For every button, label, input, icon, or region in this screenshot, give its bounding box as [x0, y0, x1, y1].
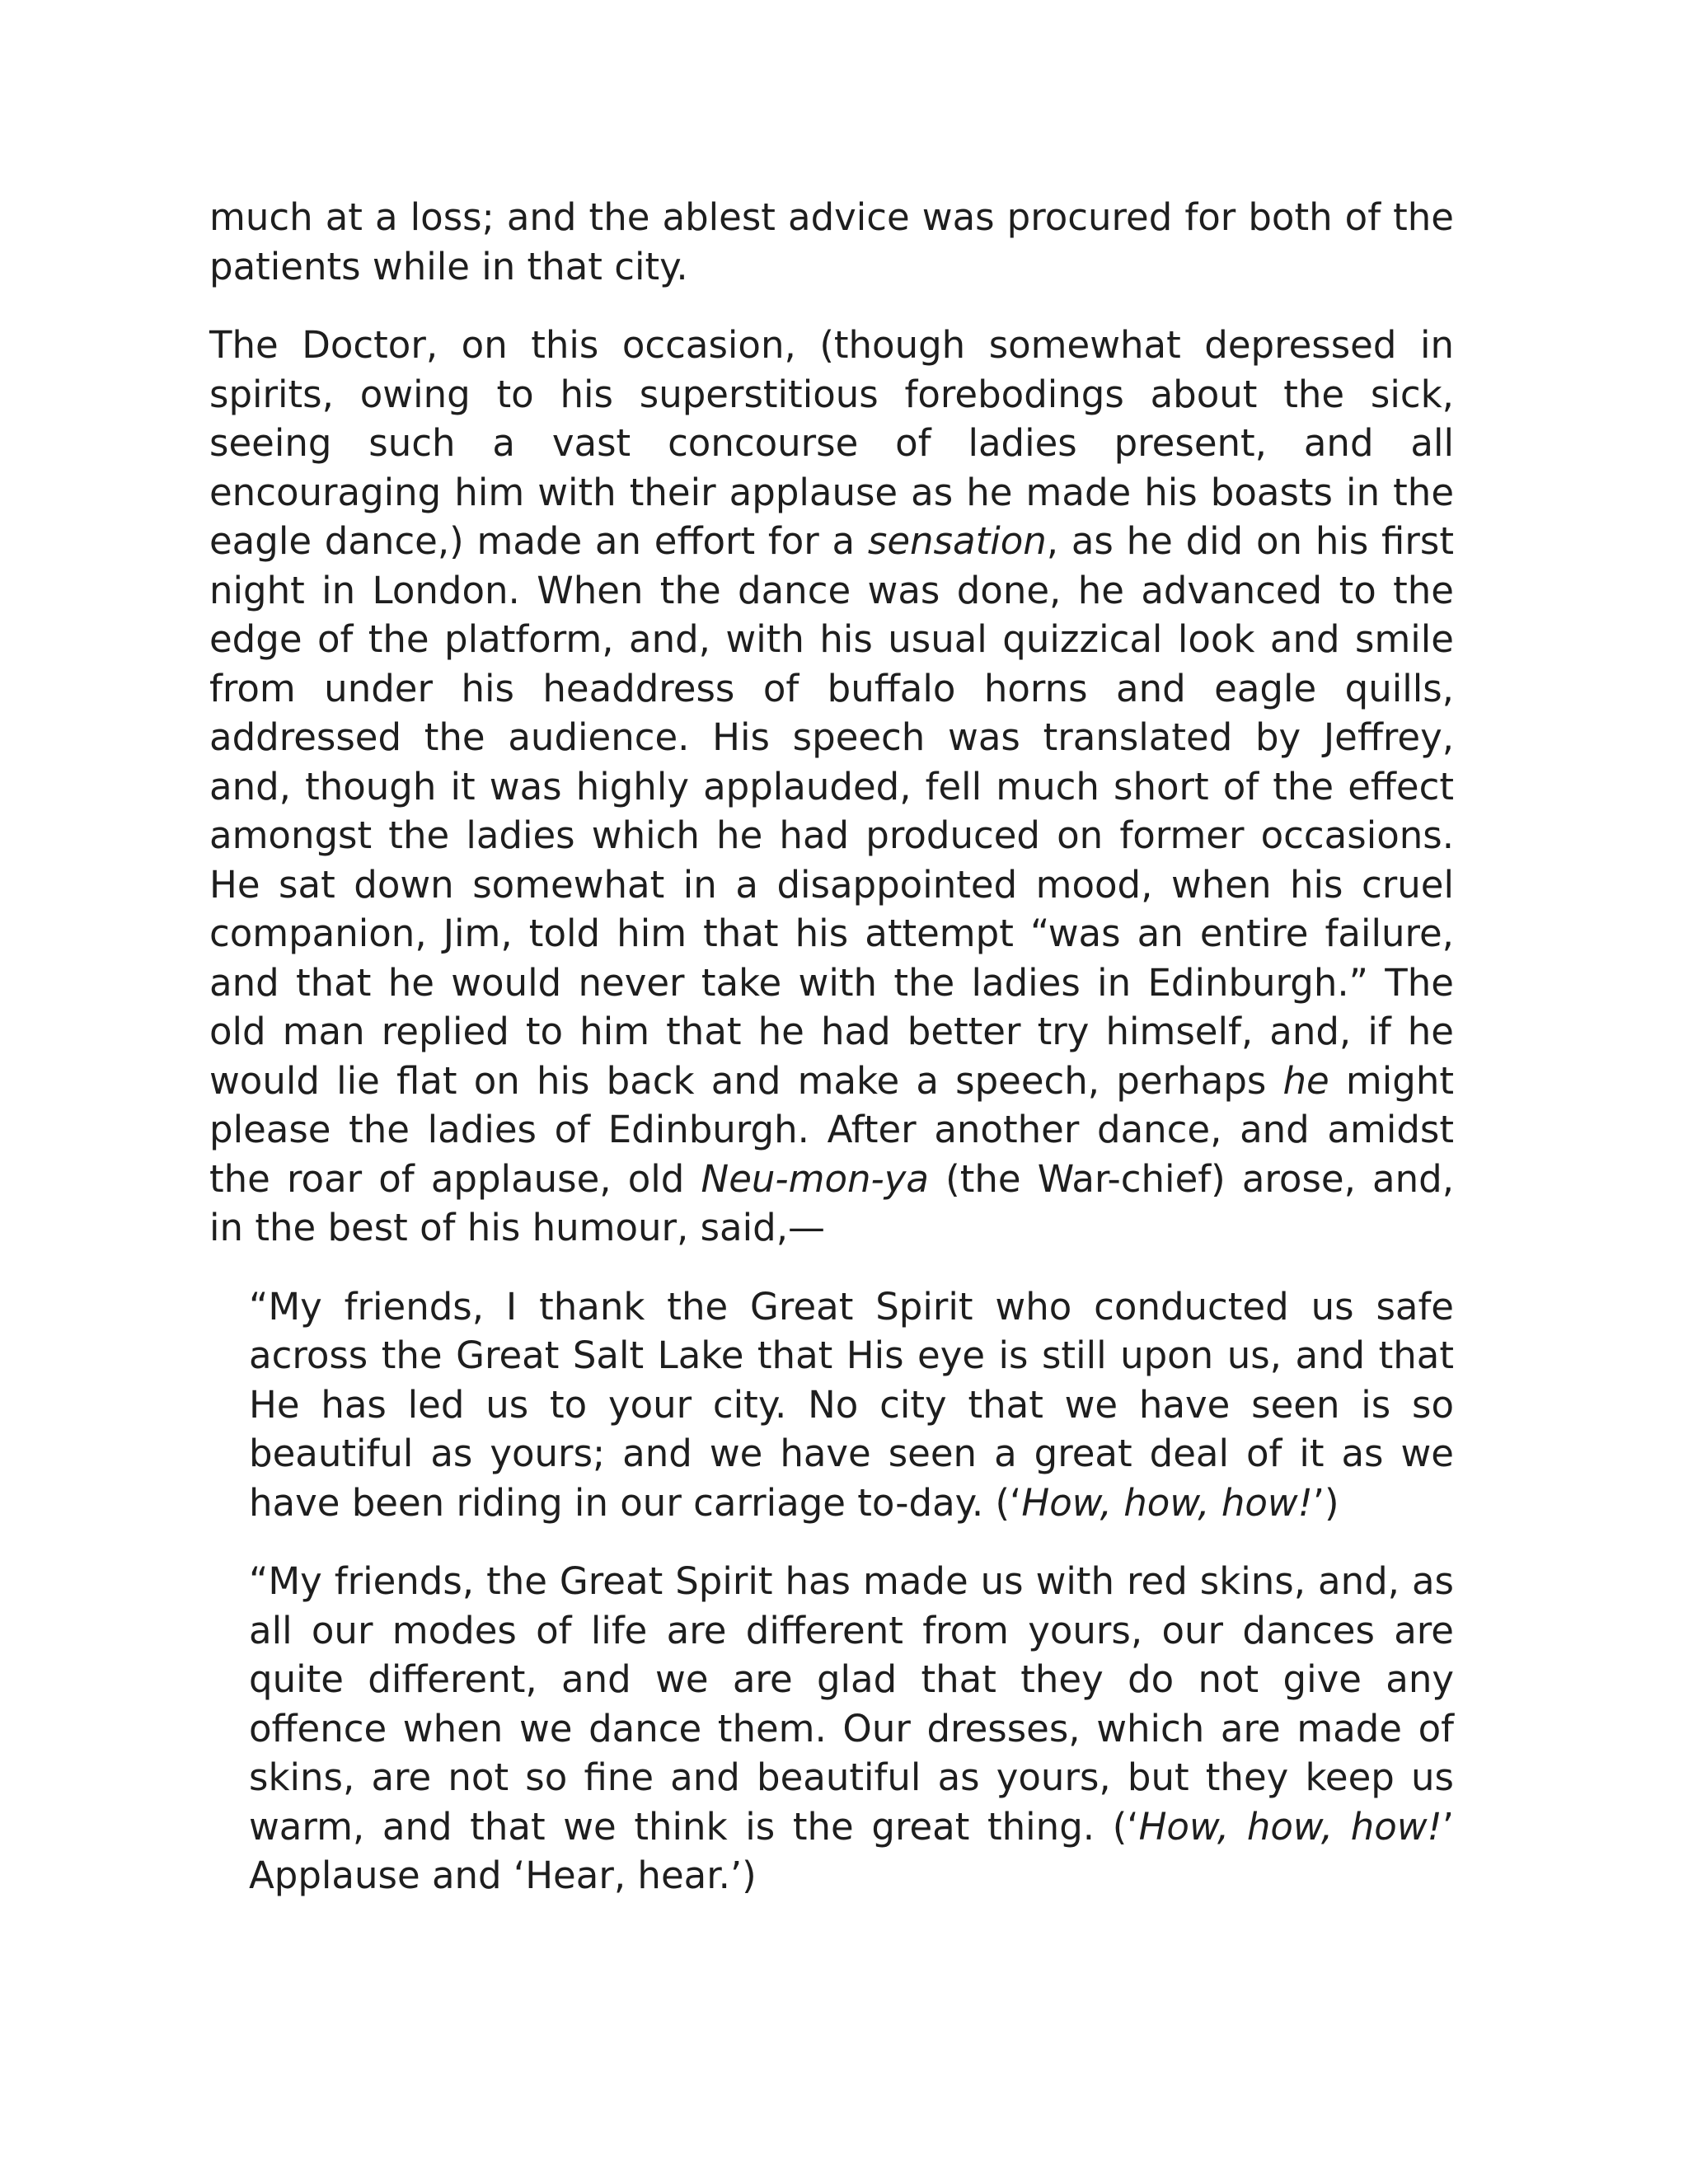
italic-text-run: How, how, how! [1138, 1804, 1442, 1849]
text-run: much at a loss; and the ablest advice was procured for both of the patients while in that city. [209, 195, 1454, 288]
text-run: “My friends, the Great Spirit has made us with red skins, and, as all our modes of life are different from yours, our dances are quite different, and we are glad that they do not give any offence when we dance them. Our dresses, which are made of skins, are not so fine and beautiful as yours, but they keep us warm, and that we think is the great thing. (‘ [249, 1559, 1454, 1849]
text-run: The Doctor, on this occasion, (though somewhat depressed in spirits, owing to his superstitious forebodings about the sick, seeing such a vast concourse of ladies present, and all encouraging him with their applause as he made his boasts in the eagle dance,) made an effort for a [209, 323, 1454, 563]
text-run: “My friends, I thank the Great Spirit who conducted us safe across the Great Salt Lake that His eye is still upon us, and that He has led us to your city. No city that we have seen is so beautiful as yours; and we have seen a great deal of it as we have been riding in our carriage to-day. (‘ [249, 1284, 1454, 1525]
paragraph-2 [209, 321, 1454, 1253]
text-run: ’) [1312, 1480, 1339, 1525]
text-run: ’ Applause and ‘Hear, hear.’) [249, 1804, 1454, 1897]
italic-text-run: he [1282, 1058, 1329, 1103]
quoted-speech-1 [249, 1282, 1454, 1528]
italic-text-run: How, how, how! [1021, 1480, 1313, 1525]
italic-text-run: Neu-mon-ya [701, 1156, 929, 1201]
text-run: , as he did on his first night in London. When the dance was done, he advanced to the edge of the platform, and, with his usual quizzical look and smile from under his headdress of buffalo horns and eagle quills, addressed the audience. His speech was translated by Jeffrey, and, though it was highly applauded, fell much short of the effect amongst the ladies which he had produced on former occasions. He sat down somewhat in a disappointed mood, when his cruel companion, Jim, told him that his attempt “was an entire failure, and that he would never take with the ladies in Edinburgh.” The old man replied to him that he had better try himself, and, if he would lie flat on his back and make a speech, perhaps [209, 519, 1454, 1103]
document-page [209, 193, 1454, 1930]
quoted-speech-2 [249, 1557, 1454, 1900]
text-run: might please the ladies of Edinburgh. After another dance, and amidst the roar of applause, old [209, 1058, 1454, 1201]
paragraph-1 [209, 193, 1454, 291]
text-run: (the War-chief) arose, and, in the best of his humour, said,— [209, 1156, 1455, 1249]
italic-text-run: sensation [867, 519, 1047, 563]
